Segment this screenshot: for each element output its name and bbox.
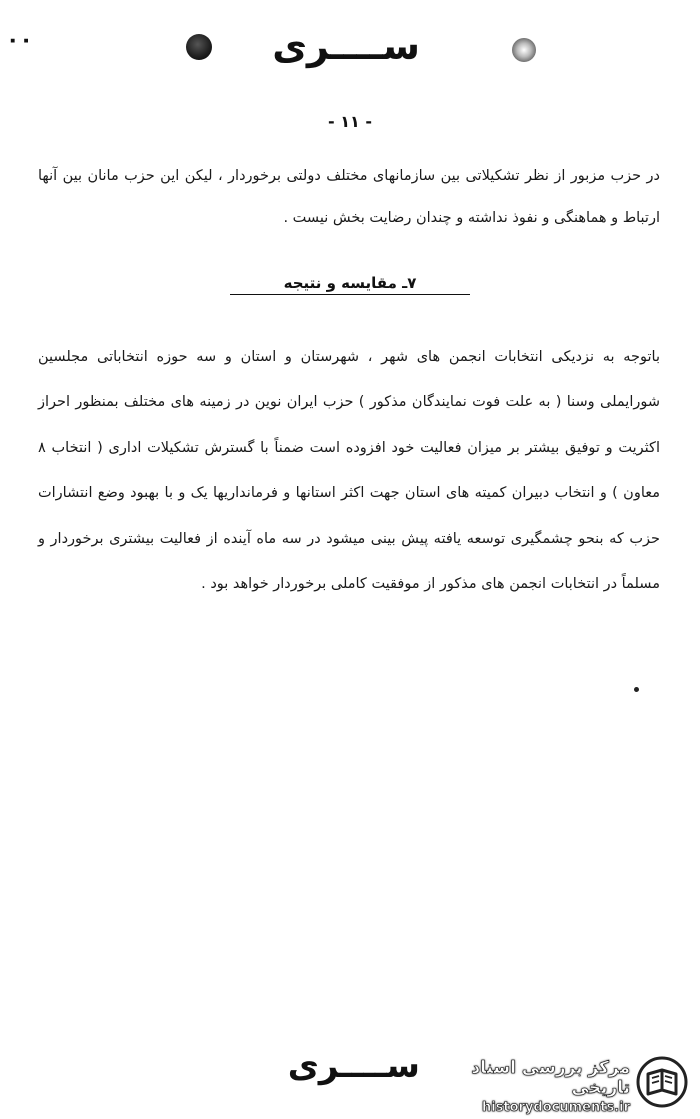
punch-hole-left [186,34,212,60]
watermark-title: مرکز بررسی اسناد تاریخی [471,1058,630,1098]
punch-hole-right [512,38,536,62]
paragraph-2: باتوجه به نزدیکی انتخابات انجمن های شهر ، شهرستان و استان و سه حوزه انتخاباتی مجلسین شورایملی وسنا ( به علت فوت نمایندگان مذکور ) حزب ایران نوین در زمینه های مختلف بمنظور احراز اکثریت و توفیق بیشتر بر میزان فعالیت خود افزوده است ضمناً با گسترش تشکیلات اداری ( انتخاب ٨ معاون ) و انتخاب دبیران کمیته های استان جهت اکثر استانها و فرمانداریها یک و با بهبود وضع انتشارات حزب که بنحو چشمگیری توسعه یافته پیش بینی میشود در سه ماه آینده از فعالیت بیشتری برخوردار و مسلماً در انتخابات انجمن های مذکور از موفقیت کاملی برخوردار خواهد بود . [38,348,660,592]
stray-dot [634,687,639,692]
paragraph-1: در حزب مزبور از نظر تشکیلاتی بین سازمانهای مختلف دولتی برخوردار ، لیکن این حزب مانان بین آنها ارتباط و هماهنگی و نفوذ نداشته و چندان رضایت بخش نیست . [38,167,660,226]
classification-stamp-top: ســــرى [272,24,420,68]
corner-mark: ٠٠ [6,28,33,53]
watermark [420,1058,630,1115]
book-logo-icon [636,1056,688,1112]
page-number: - ١١ - [328,112,372,131]
watermark-url: historydocuments.ir [481,1100,630,1115]
section-heading: ٧ـ مقایسه و نتیجه [230,274,470,295]
classification-stamp-bottom: ســــرى [287,1046,420,1086]
